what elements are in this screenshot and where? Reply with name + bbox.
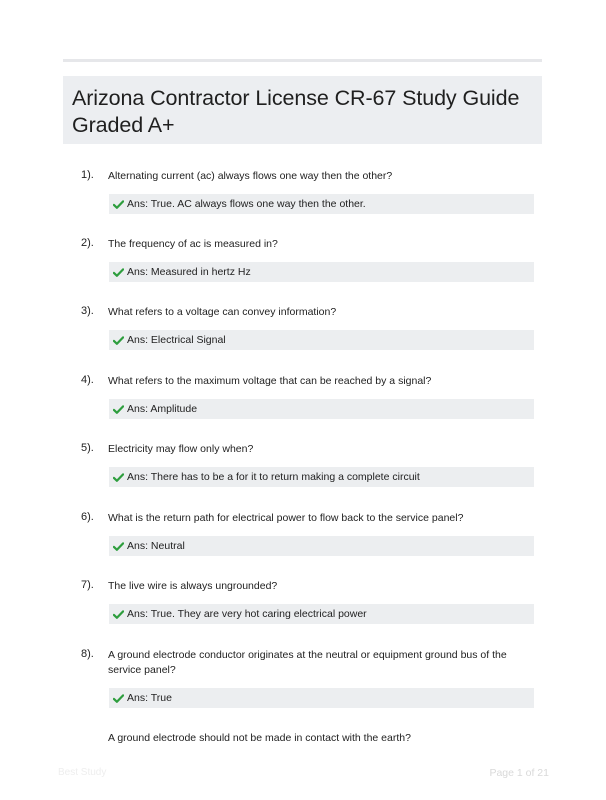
question-number: 4). xyxy=(81,374,94,386)
answer-box xyxy=(109,536,534,556)
question-text: Electricity may flow only when? xyxy=(108,443,254,455)
answer-text: Ans: True. AC always flows one way then the other. xyxy=(127,198,366,210)
check-icon xyxy=(113,199,124,210)
check-icon xyxy=(113,693,124,704)
question-number: 2). xyxy=(81,237,94,249)
answer-text: Ans: Neutral xyxy=(127,540,185,552)
check-icon xyxy=(113,541,124,552)
answer-box xyxy=(109,604,534,624)
footer-watermark: Best Study xyxy=(58,767,107,778)
question-text: The live wire is always ungrounded? xyxy=(108,580,278,592)
question-text: A ground electrode should not be made in contact with the earth? xyxy=(108,732,411,744)
question-number: 5). xyxy=(81,442,94,454)
question-number: 3). xyxy=(81,305,94,317)
answer-text: Ans: Amplitude xyxy=(127,403,198,415)
answer-text: Ans: Electrical Signal xyxy=(127,334,226,346)
question-text: What refers to a voltage can convey information? xyxy=(108,306,337,318)
answer-box xyxy=(109,194,534,214)
question-text: The frequency of ac is measured in? xyxy=(108,238,278,250)
answer-box xyxy=(109,262,534,282)
question-number: 1). xyxy=(81,169,94,181)
question-text: What is the return path for electrical power to flow back to the service panel? xyxy=(108,512,464,524)
answer-box xyxy=(109,399,534,419)
answer-box xyxy=(109,467,534,487)
check-icon xyxy=(113,472,124,483)
question-number: 7). xyxy=(81,579,94,591)
answer-text: Ans: There has to be a for it to return making a complete circuit xyxy=(127,471,420,483)
check-icon xyxy=(113,335,124,346)
answer-box xyxy=(109,688,534,708)
check-icon xyxy=(113,404,124,415)
answer-text: Ans: True. They are very hot caring electrical power xyxy=(127,608,367,620)
top-divider xyxy=(63,59,542,62)
question-number: 6). xyxy=(81,511,94,523)
question-text: Alternating current (ac) always flows one way then the other? xyxy=(108,170,393,182)
title-banner xyxy=(63,76,542,144)
question-text: A ground electrode conductor originates at the neutral or equipment ground bus of the service panel? xyxy=(108,649,507,676)
check-icon xyxy=(113,267,124,278)
answer-text: Ans: True xyxy=(127,692,172,704)
check-icon xyxy=(113,609,124,620)
question-text: What refers to the maximum voltage that can be reached by a signal? xyxy=(108,375,432,387)
answer-text: Ans: Measured in hertz Hz xyxy=(127,266,251,278)
document-title: Arizona Contractor License CR-67 Study Guide Graded A+ xyxy=(72,86,520,137)
answer-box xyxy=(109,330,534,350)
question-number: 8). xyxy=(81,648,94,660)
page-number: Page 1 of 21 xyxy=(489,767,549,779)
